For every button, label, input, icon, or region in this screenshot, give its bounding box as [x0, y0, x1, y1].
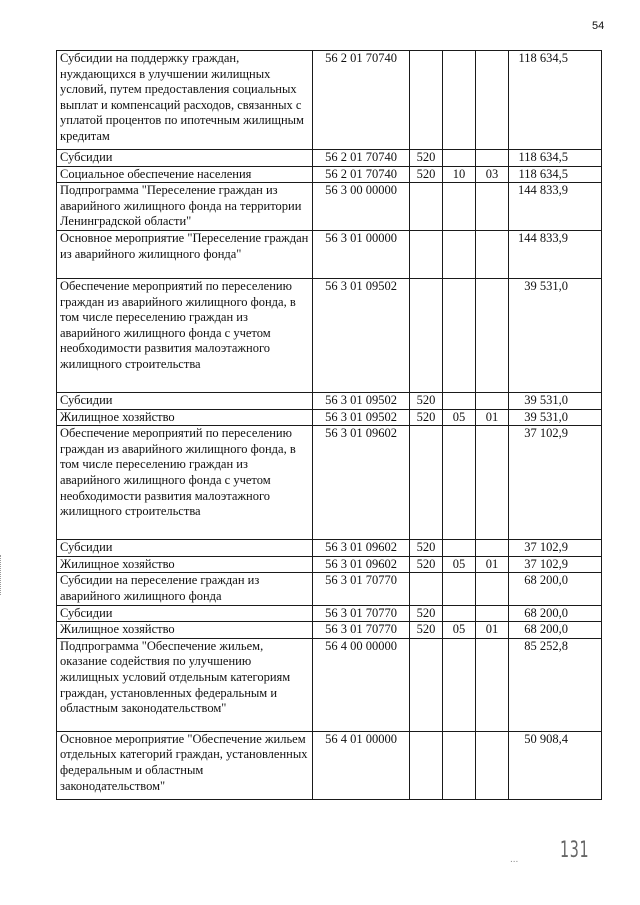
cell-expense-type: 520 — [410, 605, 443, 622]
cell-target-article: 56 4 00 00000 — [313, 638, 410, 731]
cell-section — [443, 278, 476, 392]
cell-subsection — [476, 183, 509, 231]
cell-name: Жилищное хозяйство — [57, 556, 313, 573]
table-row — [57, 183, 602, 231]
handwritten-page-stamp: 131 — [560, 838, 590, 863]
cell-expense-type: 520 — [410, 392, 443, 409]
cell-expense-type — [410, 230, 443, 278]
cell-section — [443, 426, 476, 540]
cell-expense-type: 520 — [410, 622, 443, 639]
page-number: 54 — [592, 20, 605, 32]
cell-target-article: 56 3 00 00000 — [313, 183, 410, 231]
cell-section: 05 — [443, 556, 476, 573]
cell-section — [443, 731, 476, 799]
cell-section: 05 — [443, 622, 476, 639]
cell-amount: 39 531,0 — [509, 392, 602, 409]
cell-target-article: 56 3 01 09502 — [313, 278, 410, 392]
cell-section — [443, 605, 476, 622]
cell-name: Обеспечение мероприятий по переселению граждан из аварийного жилищного фонда, в том числе переселению граждан из аварийного жилищного фонда с учетом необходимости развития малоэтажного жилищного строительства — [57, 278, 313, 392]
cell-subsection — [476, 573, 509, 605]
stamp-dots: ... — [510, 854, 519, 865]
cell-expense-type — [410, 278, 443, 392]
cell-name: Субсидии — [57, 605, 313, 622]
cell-section — [443, 638, 476, 731]
cell-name: Социальное обеспечение населения — [57, 166, 313, 183]
cell-amount: 37 102,9 — [509, 540, 602, 557]
cell-target-article: 56 2 01 70740 — [313, 166, 410, 183]
cell-amount: 118 634,5 — [509, 51, 602, 150]
cell-expense-type — [410, 573, 443, 605]
cell-name: Субсидии на поддержку граждан, нуждающихся в улучшении жилищных условий, путем предоставления социальных выплат и компенсаций расходов, связанных с уплатой процентов по ипотечным жилищным кредитам — [57, 51, 313, 150]
cell-subsection — [476, 540, 509, 557]
cell-target-article: 56 2 01 70740 — [313, 150, 410, 167]
cell-expense-type: 520 — [410, 150, 443, 167]
cell-amount: 68 200,0 — [509, 573, 602, 605]
cell-section: 05 — [443, 409, 476, 426]
budget-table — [56, 50, 602, 800]
cell-section — [443, 392, 476, 409]
cell-target-article: 56 3 01 09502 — [313, 392, 410, 409]
cell-section — [443, 573, 476, 605]
cell-amount: 118 634,5 — [509, 166, 602, 183]
cell-subsection — [476, 638, 509, 731]
table-row — [57, 638, 602, 731]
cell-amount: 85 252,8 — [509, 638, 602, 731]
cell-subsection — [476, 150, 509, 167]
cell-section — [443, 540, 476, 557]
cell-amount: 118 634,5 — [509, 150, 602, 167]
table-row — [57, 392, 602, 409]
table-row — [57, 622, 602, 639]
cell-name: Обеспечение мероприятий по переселению граждан из аварийного жилищного фонда, в том числе переселению граждан из аварийного жилищного фонда с учетом необходимости развития малоэтажного жилищного строительства — [57, 426, 313, 540]
cell-section — [443, 51, 476, 150]
cell-target-article: 56 3 01 70770 — [313, 605, 410, 622]
table-row — [57, 150, 602, 167]
cell-subsection: 03 — [476, 166, 509, 183]
cell-subsection — [476, 731, 509, 799]
cell-name: Субсидии — [57, 392, 313, 409]
cell-subsection — [476, 230, 509, 278]
table-row — [57, 166, 602, 183]
cell-subsection: 01 — [476, 622, 509, 639]
cell-amount: 144 833,9 — [509, 183, 602, 231]
cell-target-article: 56 3 01 09602 — [313, 426, 410, 540]
cell-subsection: 01 — [476, 409, 509, 426]
cell-name: Субсидии — [57, 150, 313, 167]
cell-subsection — [476, 605, 509, 622]
cell-expense-type: 520 — [410, 409, 443, 426]
cell-target-article: 56 2 01 70740 — [313, 51, 410, 150]
cell-name: Подпрограмма "Обеспечение жильем, оказание содействия по улучшению жилищных условий отдельным категориям граждан, установленных федеральным и областным законодательством" — [57, 638, 313, 731]
cell-section — [443, 150, 476, 167]
scan-margin-marks — [0, 555, 5, 595]
cell-target-article: 56 3 01 70770 — [313, 622, 410, 639]
cell-amount: 37 102,9 — [509, 426, 602, 540]
cell-subsection — [476, 426, 509, 540]
table-row — [57, 731, 602, 799]
cell-amount: 68 200,0 — [509, 605, 602, 622]
cell-target-article: 56 3 01 00000 — [313, 230, 410, 278]
cell-name: Жилищное хозяйство — [57, 622, 313, 639]
cell-amount: 39 531,0 — [509, 409, 602, 426]
cell-subsection — [476, 392, 509, 409]
cell-section — [443, 230, 476, 278]
table-row — [57, 573, 602, 605]
cell-target-article: 56 3 01 09602 — [313, 540, 410, 557]
table-row — [57, 556, 602, 573]
cell-section: 10 — [443, 166, 476, 183]
cell-target-article: 56 4 01 00000 — [313, 731, 410, 799]
cell-expense-type: 520 — [410, 540, 443, 557]
cell-subsection — [476, 51, 509, 150]
table-row — [57, 409, 602, 426]
cell-expense-type — [410, 183, 443, 231]
cell-target-article: 56 3 01 09602 — [313, 556, 410, 573]
cell-amount: 144 833,9 — [509, 230, 602, 278]
cell-name: Субсидии — [57, 540, 313, 557]
table-row — [57, 230, 602, 278]
cell-name: Жилищное хозяйство — [57, 409, 313, 426]
cell-expense-type: 520 — [410, 556, 443, 573]
table-body — [57, 51, 602, 800]
cell-section — [443, 183, 476, 231]
table-row — [57, 426, 602, 540]
cell-amount: 39 531,0 — [509, 278, 602, 392]
cell-expense-type — [410, 638, 443, 731]
cell-expense-type: 520 — [410, 166, 443, 183]
cell-target-article: 56 3 01 70770 — [313, 573, 410, 605]
cell-amount: 37 102,9 — [509, 556, 602, 573]
cell-expense-type — [410, 731, 443, 799]
cell-name: Подпрограмма "Переселение граждан из аварийного жилищного фонда на территории Ленинградской области" — [57, 183, 313, 231]
table-row — [57, 278, 602, 392]
table-row — [57, 605, 602, 622]
table-row — [57, 51, 602, 150]
cell-expense-type — [410, 51, 443, 150]
table-row — [57, 540, 602, 557]
cell-amount: 50 908,4 — [509, 731, 602, 799]
cell-name: Субсидии на переселение граждан из аварийного жилищного фонда — [57, 573, 313, 605]
cell-subsection — [476, 278, 509, 392]
cell-target-article: 56 3 01 09502 — [313, 409, 410, 426]
cell-expense-type — [410, 426, 443, 540]
cell-subsection: 01 — [476, 556, 509, 573]
cell-amount: 68 200,0 — [509, 622, 602, 639]
cell-name: Основное мероприятие "Переселение граждан из аварийного жилищного фонда" — [57, 230, 313, 278]
cell-name: Основное мероприятие "Обеспечение жильем отдельных категорий граждан, установленных федеральным и областным законодательством" — [57, 731, 313, 799]
